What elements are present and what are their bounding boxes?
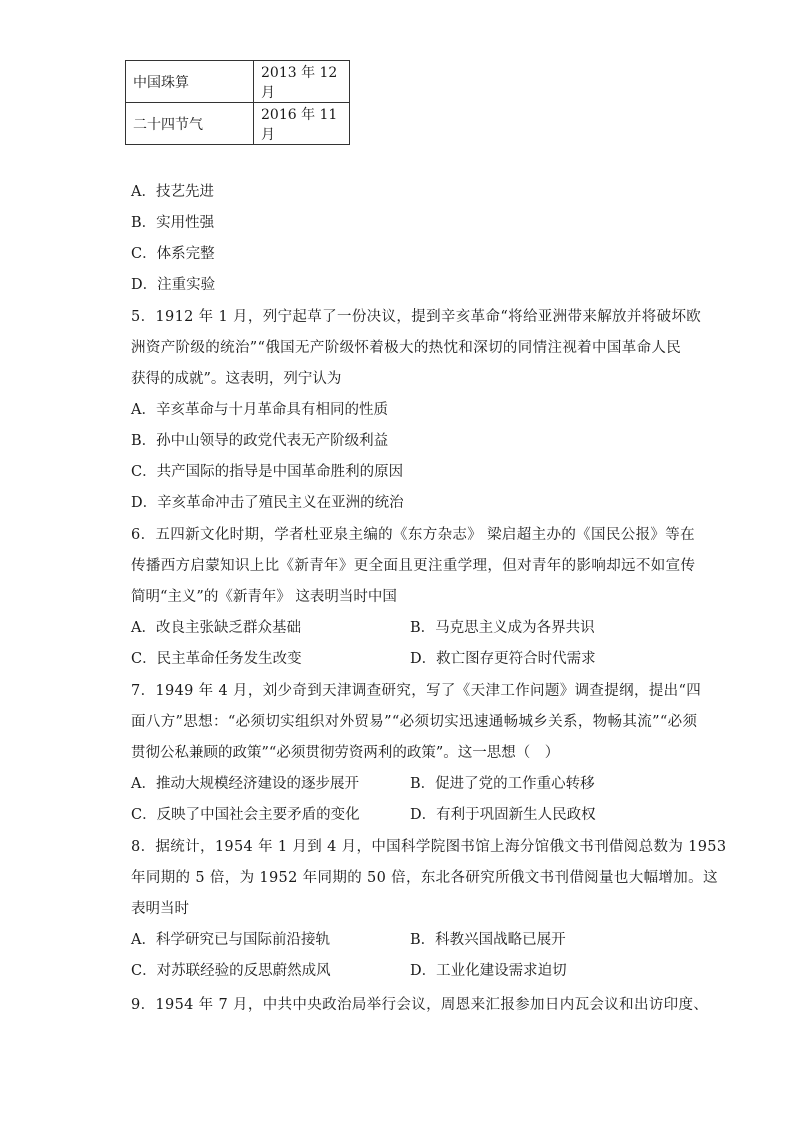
q8-stem-line-1: 8．据统计，1954 年 1 月到 4 月，中国科学院图书馆上海分馆俄文书刊借阅总数为 1953 bbox=[131, 839, 727, 855]
q5-stem-line-1: 5．1912 年 1 月，列宁起草了一份决议，提到辛亥革命“将给亚洲带来解放并将破坏欧 bbox=[131, 309, 702, 325]
q8-option-a: A．科学研究已与国际前沿接轨 bbox=[131, 932, 330, 948]
q8-option-b: B．科教兴国战略已展开 bbox=[410, 932, 566, 948]
table-cell: 2013 年 12 月 bbox=[254, 61, 350, 103]
table-row bbox=[126, 61, 350, 103]
q7-option-b: B．促进了党的工作重心转移 bbox=[410, 776, 595, 792]
q4-option-c: C．体系完整 bbox=[131, 246, 215, 262]
q8-stem-line-2: 年同期的 5 倍，为 1952 年同期的 50 倍，东北各研究所俄文书刊借阅量也大幅增加。这 bbox=[131, 870, 718, 886]
q4-option-b: B．实用性强 bbox=[131, 215, 215, 231]
q7-stem-line-1: 7．1949 年 4 月，刘少奇到天津调查研究，写了《天津工作问题》调查提纲，提出“四 bbox=[131, 683, 702, 699]
q4-option-a: A．技艺先进 bbox=[131, 184, 214, 200]
q6-stem-line-1: 6．五四新文化时期，学者杜亚泉主编的《东方杂志》 梁启超主办的《国民公报》等在 bbox=[131, 527, 695, 543]
q7-stem-line-2: 面八方”思想：“必须切实组织对外贸易”“必须切实迅速通畅城乡关系，物畅其流”“必须 bbox=[131, 714, 698, 730]
q6-stem-line-2: 传播西方启蒙知识上比《新青年》更全面且更注重学理，但对青年的影响却远不如宣传 bbox=[131, 558, 696, 574]
table-cell: 中国珠算 bbox=[126, 61, 254, 103]
heritage-table bbox=[125, 60, 350, 145]
q7-stem-line-3: 贯彻公私兼顾的政策”“必须贯彻劳资两利的政策”。这一思想（ ） bbox=[131, 745, 560, 761]
q6-stem-line-3: 简明“主义”的《新青年》 这表明当时中国 bbox=[131, 589, 397, 605]
q5-stem-line-3: 获得的成就”。这表明，列宁认为 bbox=[131, 371, 342, 387]
q5-option-b: B．孙中山领导的政党代表无产阶级利益 bbox=[131, 433, 389, 449]
q5-option-a: A．辛亥革命与十月革命具有相同的性质 bbox=[131, 402, 388, 418]
q7-option-d: D．有利于巩固新生人民政权 bbox=[410, 807, 596, 823]
table-cell: 二十四节气 bbox=[126, 103, 254, 145]
q8-stem-line-3: 表明当时 bbox=[131, 901, 189, 917]
q7-option-c: C．反映了中国社会主要矛盾的变化 bbox=[131, 807, 360, 823]
q6-option-b: B．马克思主义成为各界共识 bbox=[410, 620, 595, 636]
q5-stem-line-2: 洲资产阶级的统治”“俄国无产阶级怀着极大的热忱和深切的同情注视着中国革命人民 bbox=[131, 340, 682, 356]
q5-option-c: C．共产国际的指导是中国革命胜利的原因 bbox=[131, 464, 404, 480]
q7-option-a: A．推动大规模经济建设的逐步展开 bbox=[131, 776, 359, 792]
table-row bbox=[126, 103, 350, 145]
q5-option-d: D．辛亥革命冲击了殖民主义在亚洲的统治 bbox=[131, 495, 404, 511]
q4-option-d: D．注重实验 bbox=[131, 277, 216, 293]
q6-option-d: D．救亡图存更符合时代需求 bbox=[410, 651, 596, 667]
q6-option-c: C．民主革命任务发生改变 bbox=[131, 651, 302, 667]
q6-option-a: A．改良主张缺乏群众基础 bbox=[131, 620, 301, 636]
q9-stem-line-1: 9．1954 年 7 月，中共中央政治局举行会议，周恩来汇报参加日内瓦会议和出访印度、 bbox=[131, 997, 709, 1013]
table-cell: 2016 年 11 月 bbox=[254, 103, 350, 145]
q8-option-c: C．对苏联经验的反思蔚然成风 bbox=[131, 963, 331, 979]
q8-option-d: D．工业化建设需求迫切 bbox=[410, 963, 567, 979]
